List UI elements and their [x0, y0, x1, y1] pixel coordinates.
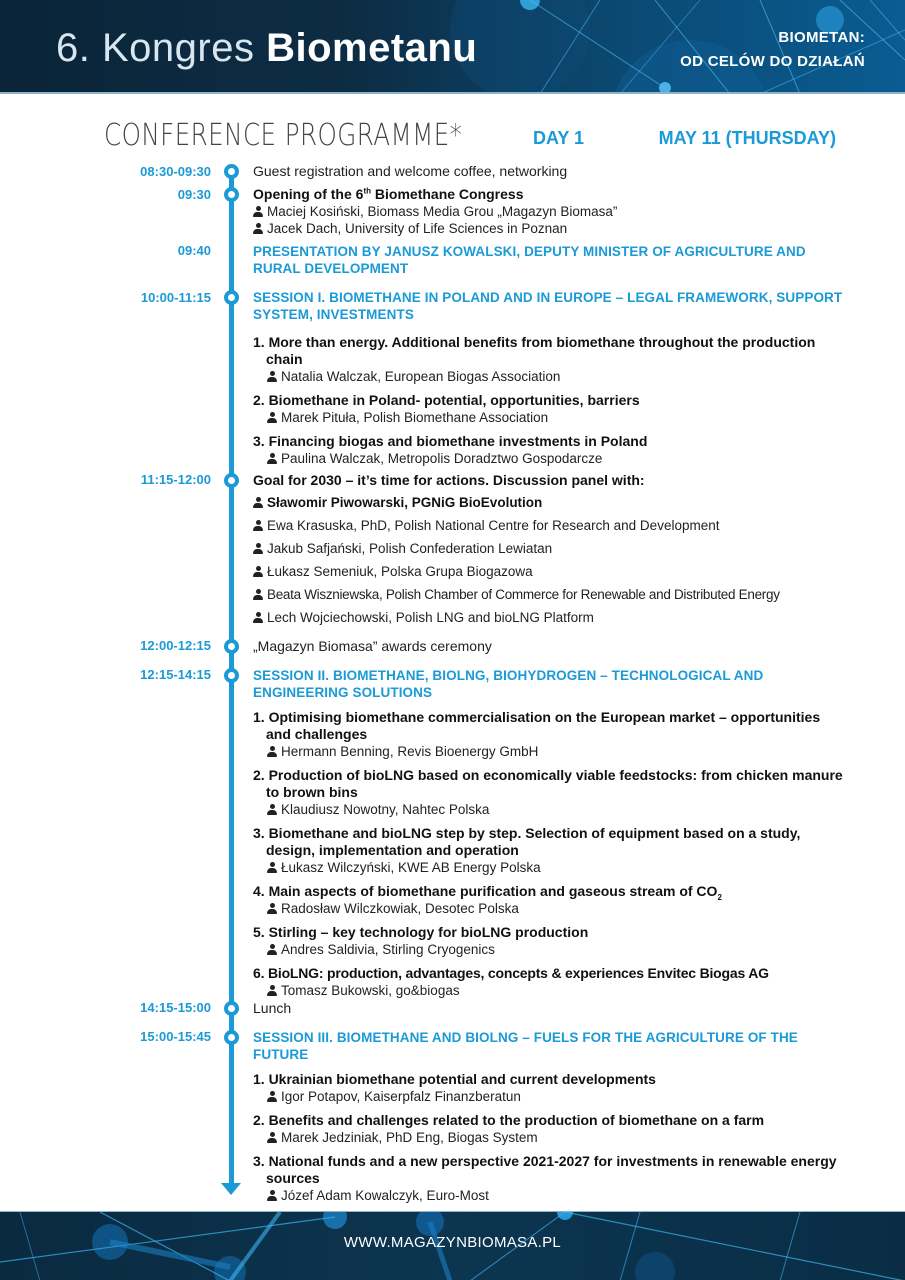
- talk: [253, 825, 843, 876]
- speaker: Marek Jedziniak, PhD Eng, Biogas System: [253, 1129, 843, 1146]
- time-label: 11:15-12:00: [140, 472, 211, 487]
- talk-title: 1. More than energy. Additional benefits from biomethane throughout the production chain: [253, 334, 816, 367]
- person-icon: [253, 223, 263, 234]
- timeline-node: [224, 639, 239, 654]
- congress-title: [56, 26, 477, 71]
- programme-day: DAY 1: [533, 128, 585, 148]
- panel-speaker: Lech Wojciechowski, Polish LNG and bioLNG Platform: [253, 606, 843, 629]
- person-icon: [253, 612, 263, 623]
- timeline-node: [224, 473, 239, 488]
- panel-speaker: Jakub Safjański, Polish Confederation Lewiatan: [253, 537, 843, 560]
- speaker: Łukasz Wilczyński, KWE AB Energy Polska: [253, 859, 843, 876]
- person-icon: [253, 566, 263, 577]
- timeline-node: [224, 290, 239, 305]
- speaker: Maciej Kosiński, Biomass Media Grou „Magazyn Biomasa”: [253, 203, 843, 220]
- person-icon: [267, 746, 277, 757]
- opening-title: Opening of the 6th Biomethane Congress: [253, 186, 524, 202]
- speaker: Tomasz Bukowski, go&biogas: [253, 982, 843, 999]
- person-icon: [253, 206, 263, 217]
- congress-title-light: 6. Kongres: [56, 26, 255, 70]
- agenda-item-presentation: PRESENTATION BY JANUSZ KOWALSKI, DEPUTY MINISTER OF AGRICULTURE AND RURAL DEVELOPMENT: [253, 244, 806, 276]
- programme-header: [104, 118, 844, 154]
- timeline-node: [224, 668, 239, 683]
- agenda-item-opening: [253, 186, 843, 237]
- agenda-item-registration: Guest registration and welcome coffee, networking: [253, 163, 568, 179]
- person-icon: [253, 543, 263, 554]
- person-icon: [253, 520, 263, 531]
- talk-title: 2. Benefits and challenges related to the production of biomethane on a farm: [253, 1112, 765, 1128]
- person-icon: [267, 862, 277, 873]
- talk: [253, 924, 843, 958]
- timeline-node: [224, 187, 239, 202]
- talk-title: 6. BioLNG: production, advantages, concepts & experiences Envitec Biogas AG: [253, 965, 769, 981]
- talk-title: 2. Production of bioLNG based on economically viable feedstocks: from chicken manure to brown bins: [253, 767, 843, 800]
- time-label: 15:00-15:45: [140, 1029, 211, 1044]
- time-label: 09:40: [177, 243, 211, 258]
- panel-speaker: Sławomir Piwowarski, PGNiG BioEvolution: [253, 491, 843, 514]
- speaker: Józef Adam Kowalczyk, Euro-Most: [253, 1187, 843, 1204]
- slogan-line-2: OD CELÓW DO DZIAŁAŃ: [680, 53, 865, 70]
- speaker: Jacek Dach, University of Life Sciences in Poznan: [253, 220, 843, 237]
- time-label: 08:30-09:30: [140, 164, 211, 179]
- programme-date: MAY 11 (THURSDAY): [658, 128, 836, 148]
- header-banner: [0, 0, 905, 94]
- time-label: 09:30: [177, 187, 211, 202]
- panel-speaker: Ewa Krasuska, PhD, Polish National Centre for Research and Development: [253, 514, 843, 537]
- speaker: Marek Pituła, Polish Biomethane Association: [253, 409, 843, 426]
- talk: [253, 709, 843, 760]
- talk: [253, 433, 843, 467]
- person-icon: [267, 1190, 277, 1201]
- speaker: Klaudiusz Nowotny, Nahtec Polska: [253, 801, 843, 818]
- website-link[interactable]: WWW.MAGAZYNBIOMASA.PL: [343, 1234, 562, 1251]
- person-icon: [267, 371, 277, 382]
- talk-title: 3. Biomethane and bioLNG step by step. Selection of equipment based on a study, design, implementation and operation: [253, 825, 801, 858]
- person-icon: [267, 412, 277, 423]
- panel-title: Goal for 2030 – it’s time for actions. Discussion panel with:: [253, 472, 645, 488]
- talk: [253, 965, 843, 999]
- talk: [253, 883, 843, 917]
- person-icon: [253, 589, 263, 600]
- agenda-item-awards: „Magazyn Biomasa” awards ceremony: [253, 638, 492, 654]
- talk: [253, 334, 843, 385]
- panel-speaker: Beata Wiszniewska, Polish Chamber of Commerce for Renewable and Distributed Energy: [253, 583, 843, 606]
- talk-title: 3. National funds and a new perspective 2021-2027 for investments in renewable energy sources: [253, 1153, 837, 1186]
- person-icon: [267, 944, 277, 955]
- session-title: SESSION II. BIOMETHANE, BIOLNG, BIOHYDROGEN – TECHNOLOGICAL AND ENGINEERING SOLUTIONS: [253, 668, 764, 700]
- talk: [253, 1071, 843, 1105]
- person-icon: [267, 1132, 277, 1143]
- discussion-panel: [253, 472, 843, 629]
- speaker: Natalia Walczak, European Biogas Association: [253, 368, 843, 385]
- time-label: 12:15-14:15: [140, 667, 211, 682]
- time-label: 10:00-11:15: [140, 290, 211, 305]
- programme-title: CONFERENCE PROGRAMME*: [104, 118, 463, 153]
- person-icon: [267, 985, 277, 996]
- session-3: [253, 1029, 843, 1204]
- speaker: Paulina Walczak, Metropolis Doradztwo Gospodarcze: [253, 450, 843, 467]
- person-icon: [253, 497, 263, 508]
- speaker: Andres Saldivia, Stirling Cryogenics: [253, 941, 843, 958]
- footer-banner: [0, 1211, 905, 1280]
- panel-speaker: Łukasz Semeniuk, Polska Grupa Biogazowa: [253, 560, 843, 583]
- session-1: [253, 289, 843, 467]
- talk-title: 4. Main aspects of biomethane purification and gaseous stream of $CO_2$: [253, 883, 722, 902]
- slogan-line-1: BIOMETAN:: [778, 29, 865, 46]
- session-title: SESSION III. BIOMETHANE AND BIOLNG – FUELS FOR THE AGRICULTURE OF THE FUTURE: [253, 1030, 798, 1062]
- speaker: Radosław Wilczkowiak, Desotec Polska: [253, 900, 843, 917]
- time-label: 12:00-12:15: [140, 638, 211, 653]
- agenda-item-lunch: Lunch: [253, 1000, 292, 1016]
- talk: [253, 1112, 843, 1146]
- talk-title: 5. Stirling – key technology for bioLNG production: [253, 924, 589, 940]
- talk-title: 2. Biomethane in Poland- potential, opportunities, barriers: [253, 392, 640, 408]
- person-icon: [267, 1091, 277, 1102]
- speaker: Hermann Benning, Revis Bioenergy GmbH: [253, 743, 843, 760]
- timeline-arrow-down-icon: [221, 1183, 241, 1195]
- talk: [253, 767, 843, 818]
- session-title: SESSION I. BIOMETHANE IN POLAND AND IN EUROPE – LEGAL FRAMEWORK, SUPPORT SYSTEM, INVESTMENTS: [253, 290, 843, 322]
- person-icon: [267, 804, 277, 815]
- time-label: 14:15-15:00: [140, 1000, 211, 1015]
- timeline-node: [224, 1030, 239, 1045]
- talk-title: 1. Ukrainian biomethane potential and current developments: [253, 1071, 656, 1087]
- talk: [253, 1153, 843, 1204]
- person-icon: [267, 903, 277, 914]
- congress-slogan: [680, 26, 865, 74]
- congress-title-bold: Biometanu: [266, 26, 478, 70]
- speaker: Igor Potapov, Kaiserpfalz Finanzberatun: [253, 1088, 843, 1105]
- talk-title: 3. Financing biogas and biomethane investments in Poland: [253, 433, 648, 449]
- session-2: [253, 667, 843, 999]
- talk-title: 1. Optimising biomethane commercialisation on the European market – opportunities and challenges: [253, 709, 821, 742]
- timeline-node: [224, 164, 239, 179]
- person-icon: [267, 453, 277, 464]
- talk: [253, 392, 843, 426]
- timeline-node: [224, 1001, 239, 1016]
